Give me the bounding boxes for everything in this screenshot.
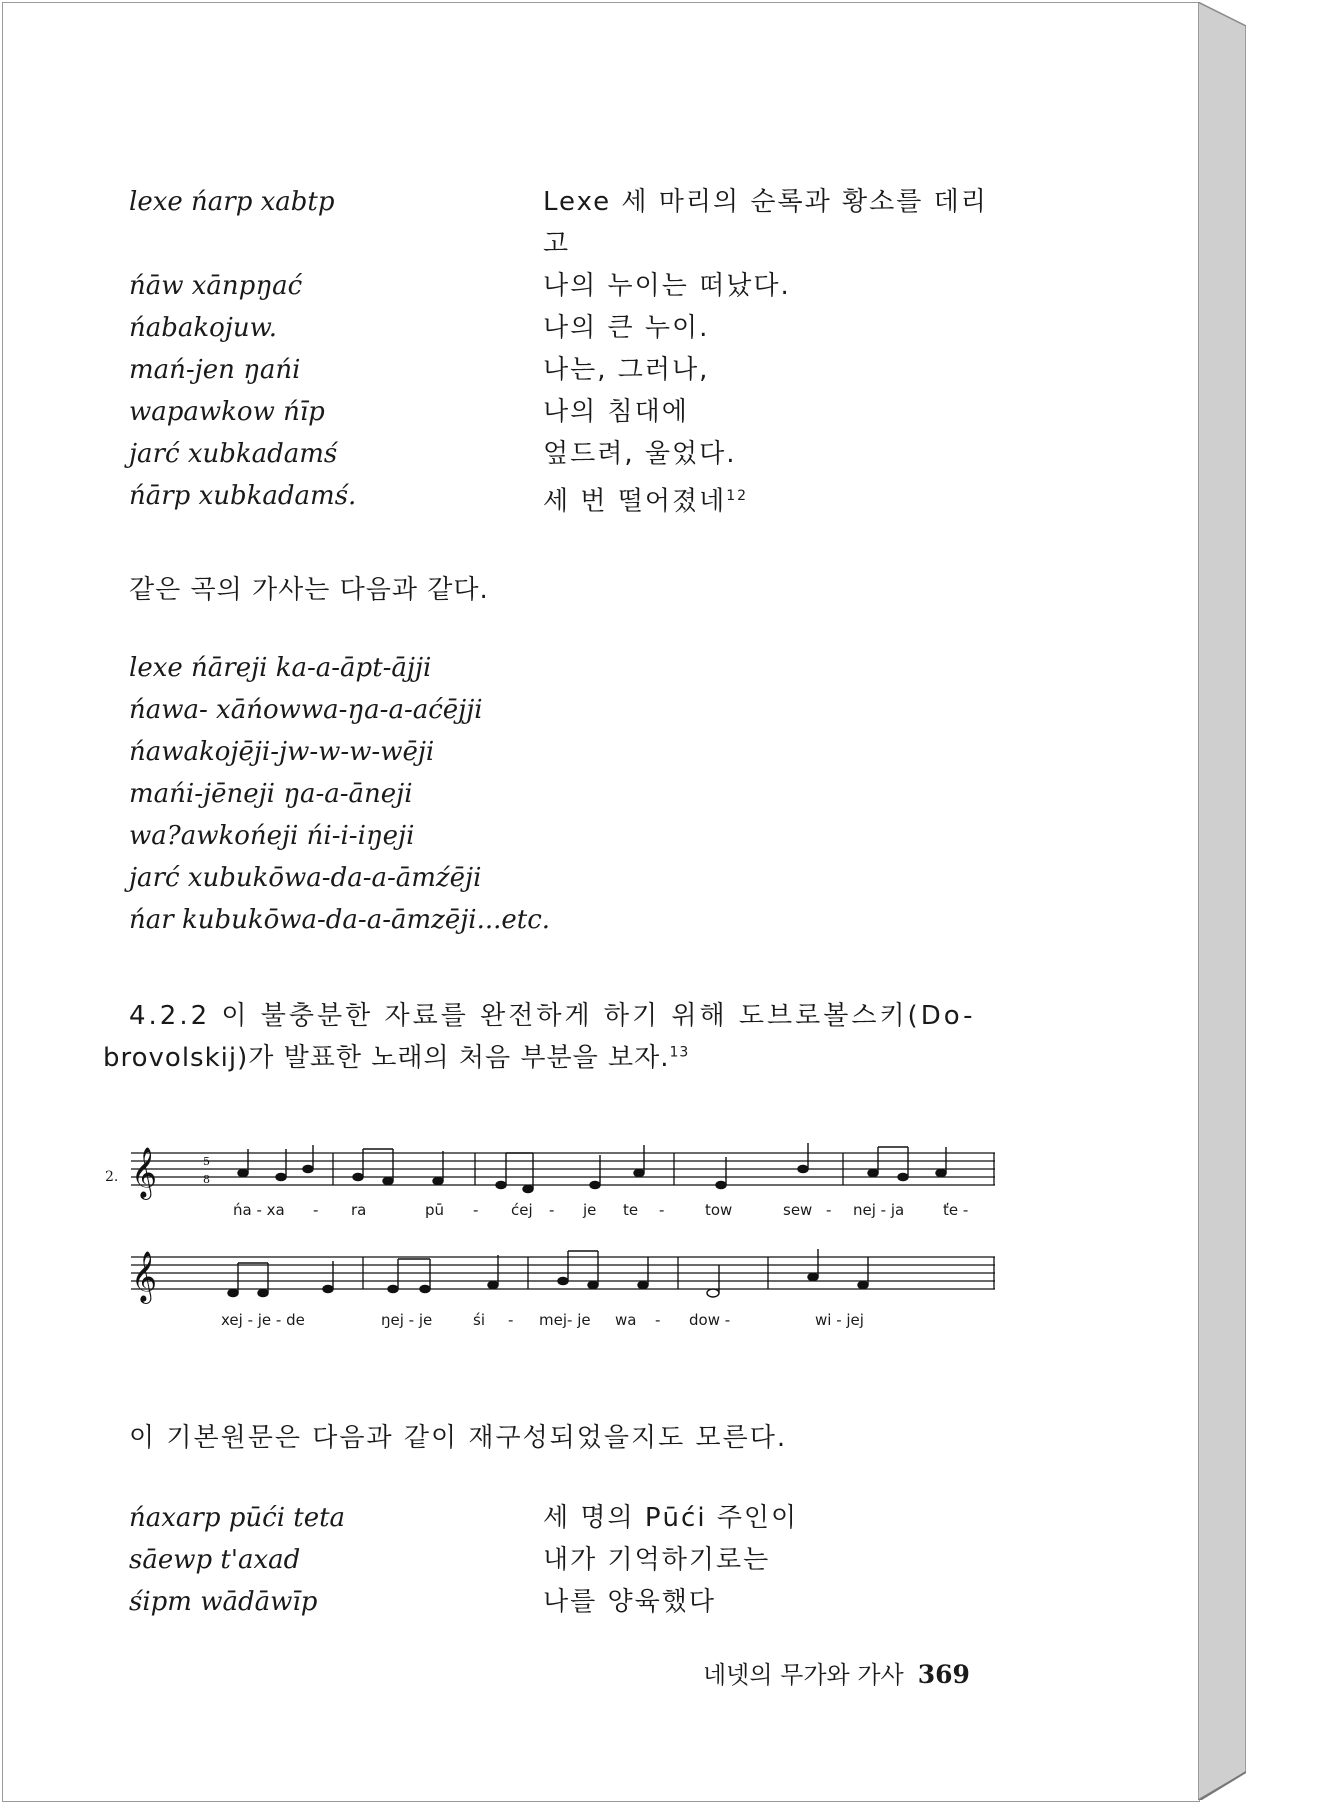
poem1-trans-1: Lexe 세 마리의 순록과 황소를 데리 <box>543 187 988 217</box>
score-lyric: ra <box>351 1201 367 1219</box>
score-lyric: wi - jej <box>815 1311 864 1329</box>
score-lyric: - <box>313 1201 319 1219</box>
poem1-trans-3: 나의 누이는 떠났다. <box>543 271 791 301</box>
poem2-trans-3: 나를 양육했다 <box>543 1587 716 1617</box>
intro-sentence-2: 이 기본원문은 다음과 같이 재구성되었을지도 모른다. <box>129 1423 788 1453</box>
score-lyric: sew <box>783 1201 813 1219</box>
section-line-1: 4.2.2 이 불충분한 자료를 완전하게 하기 위해 도브로볼스키(Do- <box>129 1001 976 1031</box>
music-score <box>103 1123 1003 1353</box>
time-signature-icon: 8 <box>203 1173 210 1186</box>
score-number: 2. <box>105 1169 119 1185</box>
poem1-orig-3: ńāw xānpŋać <box>129 271 303 301</box>
score-lyric: nej - ja <box>853 1201 905 1219</box>
song-line-3: ńawakojēji-jw-w-w-wēji <box>129 737 435 767</box>
time-signature-icon: 5 <box>203 1155 210 1168</box>
poem1-trans-2: 고 <box>543 229 571 259</box>
score-lyric: je <box>583 1201 597 1219</box>
score-lyric: ćej <box>511 1201 533 1219</box>
poem1-orig-4: ńabakojuw. <box>129 313 278 343</box>
poem1-orig-8: ńārp xubkadamś. <box>129 481 357 511</box>
poem1-trans-4: 나의 큰 누이. <box>543 313 710 343</box>
treble-clef-icon: 𝄞 <box>131 1147 158 1198</box>
footnote-ref-12: 12 <box>726 488 749 504</box>
poem1-trans-6: 나의 침대에 <box>543 397 689 427</box>
section-line-2-text: brovolskij)가 발표한 노래의 처음 부분을 보자. <box>103 1043 670 1073</box>
score-lyric: - <box>508 1311 514 1329</box>
poem2-trans-1: 세 명의 Pūći 주인이 <box>543 1503 799 1533</box>
intro-sentence: 같은 곡의 가사는 다음과 같다. <box>129 575 489 605</box>
score-lyric: ŋej - je <box>381 1311 433 1329</box>
poem1-orig-6: wapawkow ńīp <box>129 397 325 427</box>
page-edge <box>1198 2 1246 1800</box>
score-lyric: - <box>473 1201 479 1219</box>
poem1-trans-8-text: 세 번 떨어졌네 <box>543 486 727 517</box>
poem1-trans-5: 나는, 그러나, <box>543 355 710 385</box>
song-line-7: ńar kubukōwa-da-a-āmzēji...etc. <box>129 905 551 935</box>
poem2-orig-3: śipm wādāwīp <box>129 1587 318 1617</box>
score-lyric: - <box>826 1201 832 1219</box>
score-lyric: ńa - xa <box>233 1201 285 1219</box>
song-line-4: mańi-jēneji ŋa-a-āneji <box>129 779 413 809</box>
song-line-5: wa?awkońeji ńi-i-iŋeji <box>129 821 415 851</box>
score-lyric: - <box>549 1201 555 1219</box>
running-title: 네넷의 무가와 가사 <box>703 1661 904 1689</box>
score-lyric: dow - <box>689 1311 731 1329</box>
score-lyric: mej- je <box>539 1311 591 1329</box>
score-lyric: tow <box>705 1201 733 1219</box>
poem1-trans-7: 엎드려, 울었다. <box>543 439 737 469</box>
score-lyric: te <box>623 1201 639 1219</box>
score-lyric: śi <box>473 1311 485 1329</box>
book-page <box>2 2 1200 1802</box>
treble-clef-icon: 𝄞 <box>131 1251 158 1302</box>
page-footer <box>703 1655 970 1690</box>
score-lyric: wa <box>615 1311 637 1329</box>
poem1-orig-1: lexe ńarp xabtp <box>129 187 335 217</box>
score-lyric: - <box>659 1201 665 1219</box>
poem2-trans-2: 내가 기억하기로는 <box>543 1545 771 1575</box>
poem2-orig-1: ńaxarp pūći teta <box>129 1503 346 1533</box>
poem1-trans-8 <box>543 479 748 519</box>
score-lyric: - <box>655 1311 661 1329</box>
poem2-orig-2: sāewp t'axad <box>129 1545 301 1575</box>
poem1-orig-5: mań-jen ŋańi <box>129 355 301 385</box>
poem1-orig-7: jarć xubkadamś <box>129 439 338 469</box>
song-line-1: lexe ńāreji ka-a-āpt-ājji <box>129 653 432 683</box>
song-line-2: ńawa- xāńowwa-ŋa-a-aćējji <box>129 695 483 725</box>
page-number: 369 <box>917 1660 970 1689</box>
section-line-2 <box>103 1037 689 1074</box>
score-lyric: xej - je - de <box>221 1311 305 1329</box>
footnote-ref-13: 13 <box>669 1044 690 1061</box>
score-lyric: ťe - <box>943 1201 969 1219</box>
score-lyric: pū <box>425 1201 445 1219</box>
song-line-6: jarć xubukōwa-da-a-āmźēji <box>129 863 482 893</box>
